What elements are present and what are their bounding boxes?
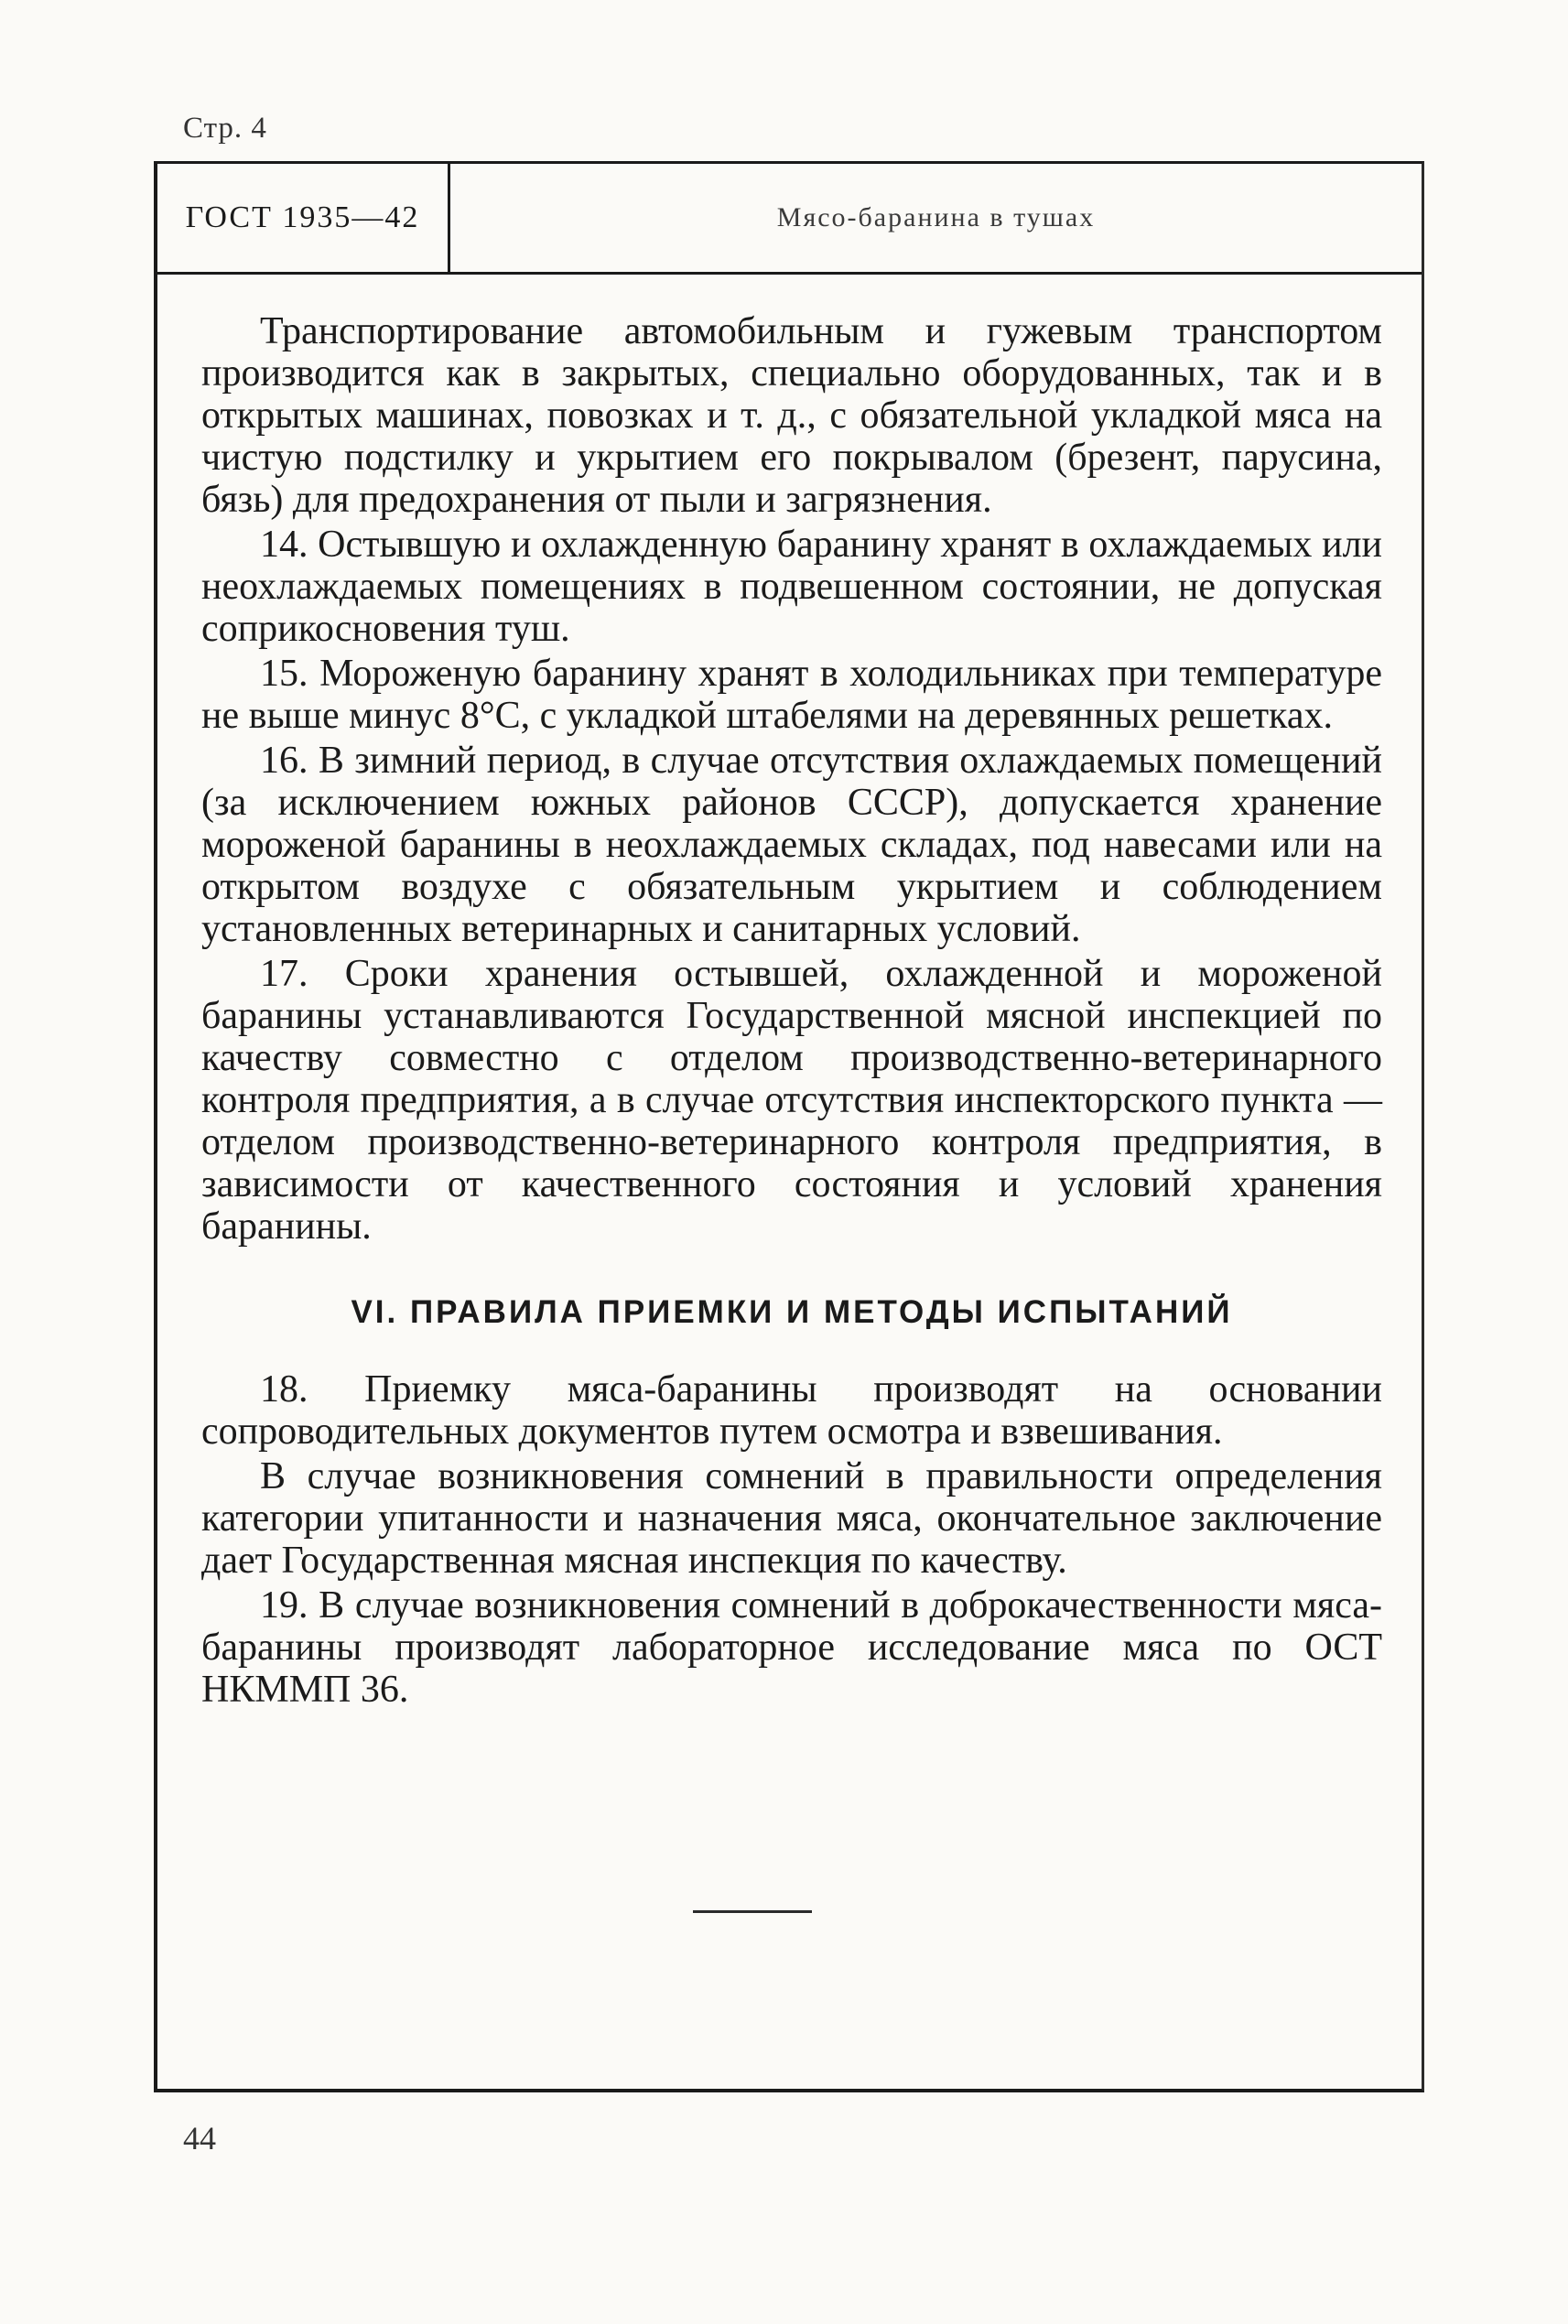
- page-label: Стр. 4: [183, 112, 267, 145]
- document-body: [201, 310, 1382, 1713]
- end-of-text-rule: [693, 1910, 812, 1913]
- paragraph-17: 17. Сроки хранения остывшей, охлажденной и мороженой баранины устанавливаются Государственной мясной инспекцией по качеству совместно с отделом производственно-ветеринарного контроля предприятия, а в случае отсутствия инспекторского пункта — отделом производственно-ветеринарного контроля предприятия, в зависимости от качественного состояния и условий хранения баранины.: [201, 953, 1382, 1248]
- paragraph-16: 16. В зимний период, в случае отсутствия охлаждаемых помещений (за исключением южных районов СССР), допускается хранение мороженой баранины в неохлаждаемых складах, под навесами или на открытом воздухе с обязательным укрытием и соблюдением установленных ветеринарных и санитарных условий.: [201, 740, 1382, 950]
- paragraph-15: 15. Мороженую баранину хранят в холодильниках при температуре не выше минус 8°С, с укладкой штабелями на деревянных решетках.: [201, 653, 1382, 737]
- page-number: 44: [183, 2120, 216, 2156]
- page-frame: [154, 161, 1424, 2092]
- paragraph-transport: Транспортирование автомобильным и гужевым транспортом производится как в закрытых, специально оборудованных, так и в открытых машинах, повозках и т. д., с обязательной укладкой мяса на чистую подстилку и укрытием его покрывалом (брезент, парусина, бязь) для предохранения от пыли и загрязнения.: [201, 310, 1382, 521]
- header-row: [157, 164, 1422, 275]
- header-title: Мясо-баранина в тушах: [776, 202, 1096, 232]
- paragraph-inspection: В случае возникновения сомнений в правильности определения категории упитанности и назначения мяса, окончательное заключение дает Государственная мясная инспекция по качеству.: [201, 1455, 1382, 1582]
- paragraph-18: 18. Приемку мяса-баранины производят на основании сопроводительных документов путем осмотра и взвешивания.: [201, 1368, 1382, 1453]
- paragraph-19: 19. В случае возникновения сомнений в доброкачественности мяса-баранины производят лабораторное исследование мяса по ОСТ НКММП 36.: [201, 1584, 1382, 1711]
- section-heading: VI. ПРАВИЛА ПРИЕМКИ И МЕТОДЫ ИСПЫТАНИЙ: [351, 1294, 1233, 1330]
- paragraph-14: 14. Остывшую и охлажденную баранину хранят в охлаждаемых или неохлаждаемых помещениях в подвешенном состоянии, не допуская соприкосновения туш.: [201, 524, 1382, 650]
- standard-code: ГОСТ 1935—42: [157, 164, 450, 272]
